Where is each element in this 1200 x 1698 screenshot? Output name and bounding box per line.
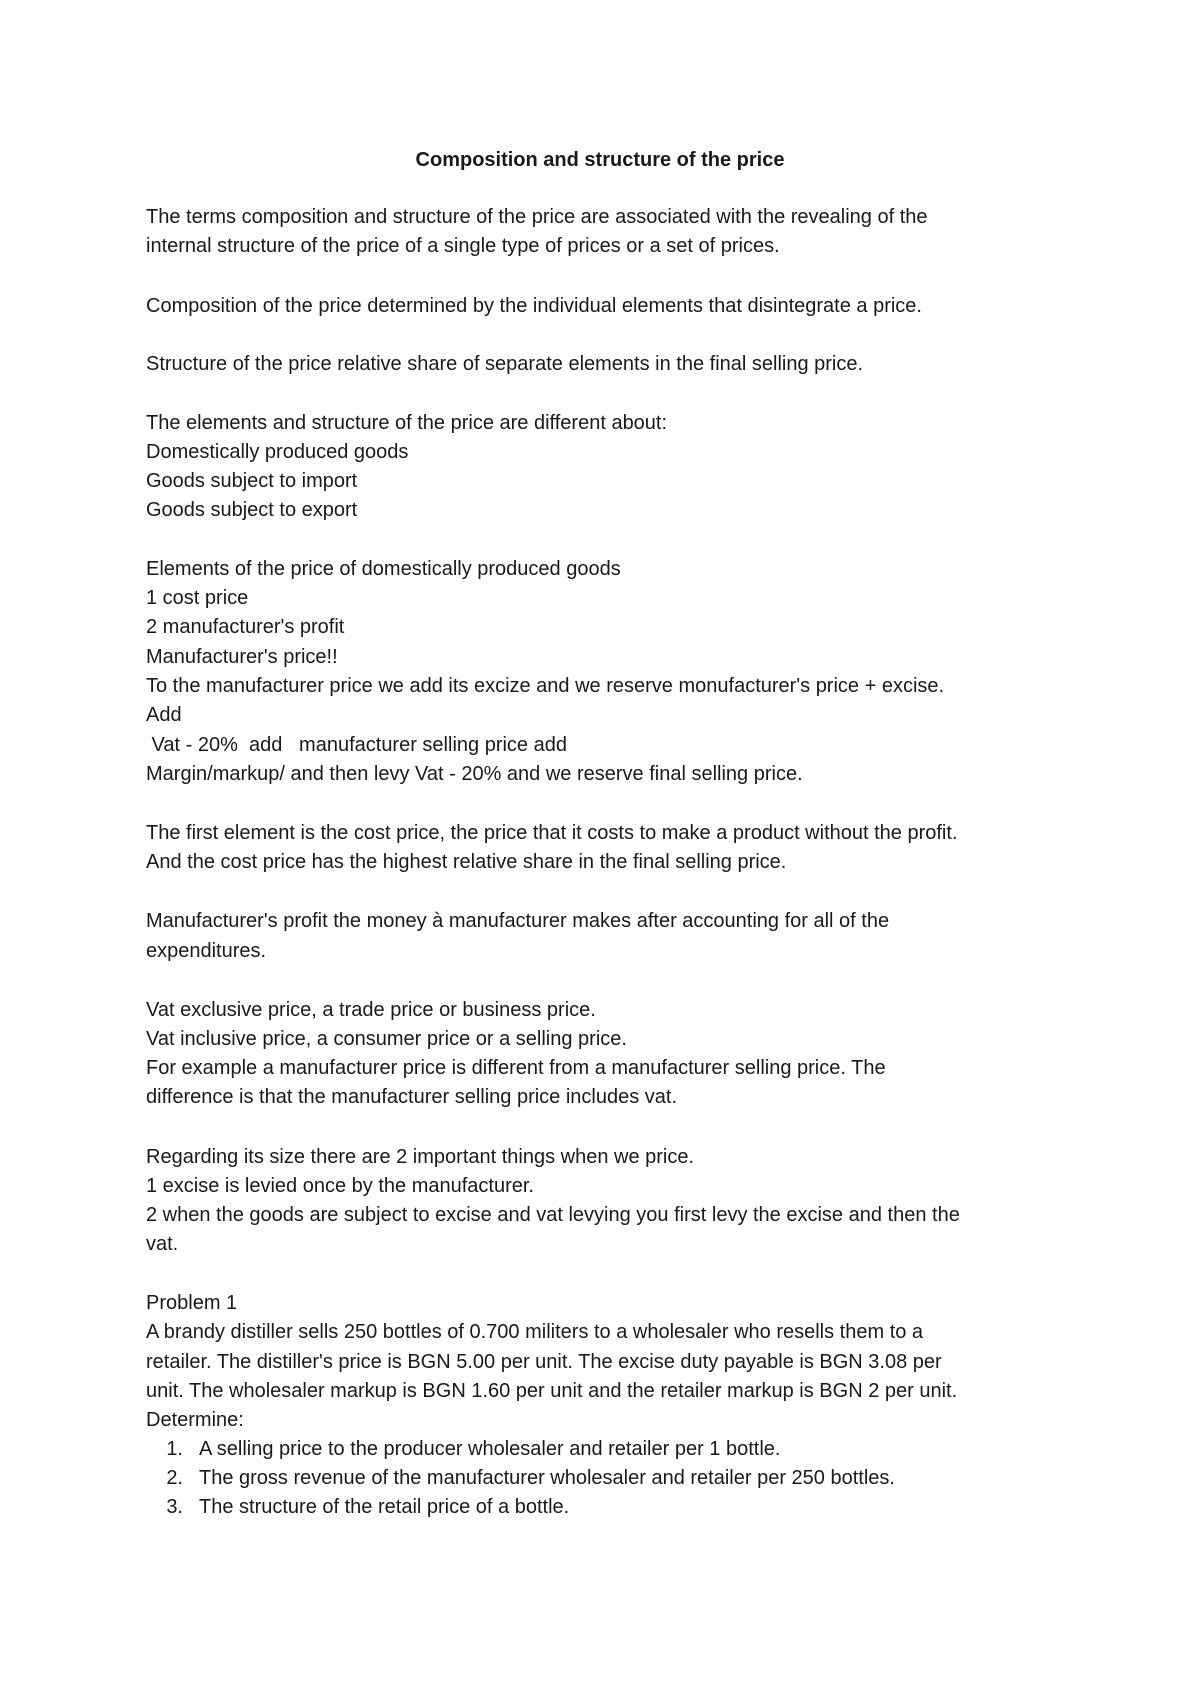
cost-price-line-1: The first element is the cost price, the price that it costs to make a product without the profit. xyxy=(146,822,958,844)
elements-line: Vat - 20% add manufacturer selling price add xyxy=(146,734,567,756)
problem-heading: Problem 1 xyxy=(146,1292,238,1314)
elements-line: 1 cost price xyxy=(146,587,249,609)
problem-text-line: unit. The wholesaler markup is BGN 1.60 per unit and the retailer markup is BGN 2 per unit. xyxy=(146,1380,958,1402)
problem-task xyxy=(151,1437,780,1461)
document-title: Composition and structure of the price xyxy=(415,149,785,171)
problem-text-line: Determine: xyxy=(146,1409,244,1431)
intro-line-1: The terms composition and structure of the price are associated with the revealing of the xyxy=(146,206,928,228)
problem-text-line: retailer. The distiller's price is BGN 5.00 per unit. The excise duty payable is BGN 3.08 per xyxy=(146,1351,942,1373)
composition-definition: Composition of the price determined by the individual elements that disintegrate a price. xyxy=(146,295,922,317)
vat-line-4: difference is that the manufacturer selling price includes vat. xyxy=(146,1086,678,1108)
task-text: The structure of the retail price of a bottle. xyxy=(199,1496,570,1518)
profit-line-1: Manufacturer's profit the money à manufacturer makes after accounting for all of the xyxy=(146,910,890,932)
elements-line: Margin/markup/ and then levy Vat - 20% and we reserve final selling price. xyxy=(146,763,803,785)
task-text: A selling price to the producer wholesaler and retailer per 1 bottle. xyxy=(199,1438,781,1460)
elements-line: To the manufacturer price we add its excize and we reserve monufacturer's price + excise. xyxy=(146,675,945,697)
differences-item: Domestically produced goods xyxy=(146,441,409,463)
elements-line: Add xyxy=(146,704,182,726)
task-number: 3. xyxy=(166,1496,183,1518)
size-line-2: 1 excise is levied once by the manufacturer. xyxy=(146,1175,534,1197)
task-number: 2. xyxy=(166,1467,183,1489)
task-number: 1. xyxy=(166,1438,183,1460)
problem-task xyxy=(151,1466,895,1490)
elements-heading: Elements of the price of domestically produced goods xyxy=(146,558,621,580)
elements-line: Manufacturer's price!! xyxy=(146,646,338,668)
size-line-1: Regarding its size there are 2 important things when we price. xyxy=(146,1146,695,1168)
cost-price-line-2: And the cost price has the highest relative share in the final selling price. xyxy=(146,851,787,873)
intro-line-2: internal structure of the price of a single type of prices or a set of prices. xyxy=(146,235,780,257)
problem-text-line: A brandy distiller sells 250 bottles of 0.700 militers to a wholesaler who resells them to a xyxy=(146,1321,924,1343)
elements-line: 2 manufacturer's profit xyxy=(146,616,345,638)
vat-line-3: For example a manufacturer price is different from a manufacturer selling price. The xyxy=(146,1057,886,1079)
vat-line-1: Vat exclusive price, a trade price or business price. xyxy=(146,999,596,1021)
differences-item: Goods subject to import xyxy=(146,470,358,492)
differences-heading: The elements and structure of the price are different about: xyxy=(146,412,668,434)
profit-line-2: expenditures. xyxy=(146,940,267,962)
differences-item: Goods subject to export xyxy=(146,499,358,521)
structure-definition: Structure of the price relative share of separate elements in the final selling price. xyxy=(146,353,864,375)
problem-task xyxy=(151,1495,569,1519)
task-text: The gross revenue of the manufacturer wholesaler and retailer per 250 bottles. xyxy=(199,1467,895,1489)
vat-line-2: Vat inclusive price, a consumer price or a selling price. xyxy=(146,1028,627,1050)
size-line-4: vat. xyxy=(146,1233,179,1255)
size-line-3: 2 when the goods are subject to excise and vat levying you first levy the excise and then the xyxy=(146,1204,960,1226)
